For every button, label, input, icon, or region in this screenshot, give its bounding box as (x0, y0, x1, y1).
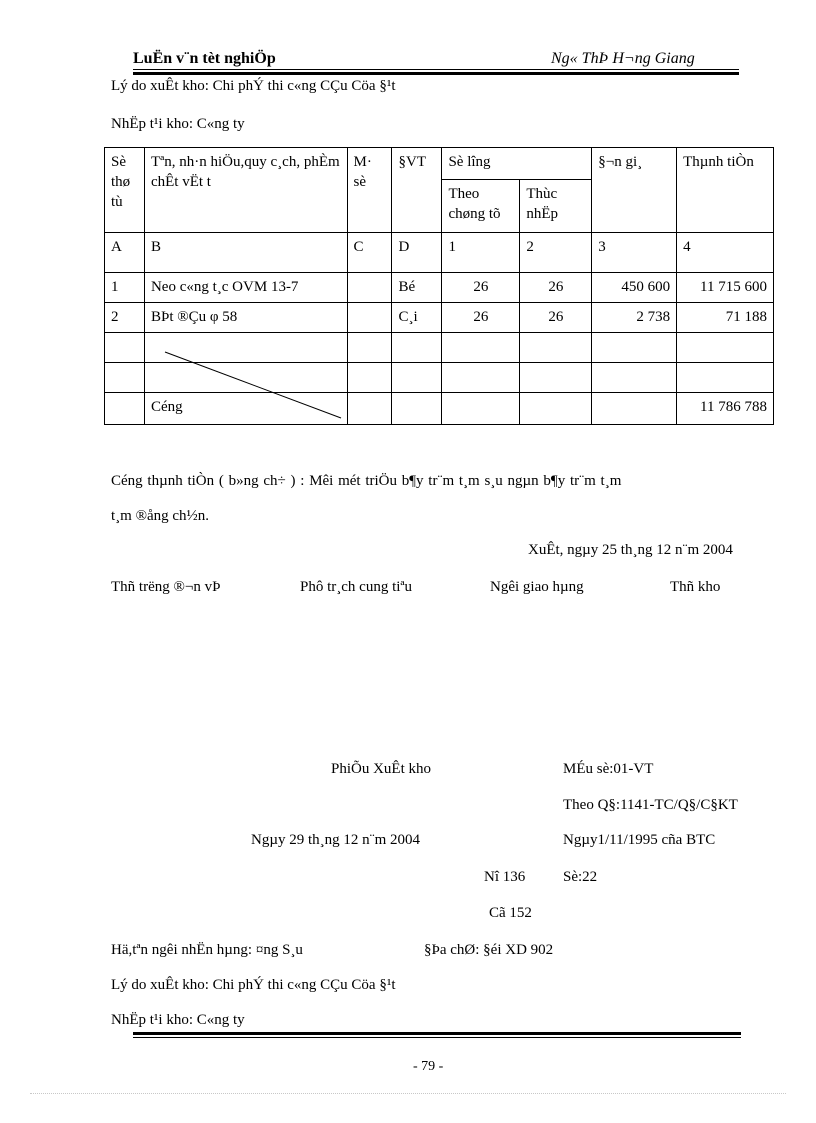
row-price: 450 600 (592, 273, 677, 303)
row-stt: 1 (105, 273, 145, 303)
row-unit: C¸i (392, 303, 442, 333)
row-qty-doc: 26 (442, 303, 520, 333)
signature-supply: Phô tr¸ch cung tiªu (300, 579, 413, 595)
total-in-words-cont: t¸m ®ång ch½n. (111, 508, 210, 524)
row-name: Neo c«ng t¸c OVM 13-7 (144, 273, 347, 303)
code-cell: D (392, 233, 442, 273)
total-in-words: Céng thµnh tiÒn ( b»ng ch÷ ) : Mêi mét triÖu b¶y tr¨m t¸m s¸u ngµn b¶y tr¨m t¸m (111, 473, 622, 489)
voucher-number: Sè:22 (563, 869, 598, 885)
signature-head: Thñ trëng ®¬n vÞ (111, 579, 221, 595)
voucher-title: PhiÕu XuÊt kho (331, 761, 432, 777)
page-edge-divider (30, 1093, 786, 1094)
code-cell: C (347, 233, 392, 273)
signature-deliverer: Ngêi giao hµng (490, 579, 584, 595)
header-amount: Thµnh tiÒn (677, 148, 774, 233)
page-number: - 79 - (413, 1059, 444, 1074)
code-cell: 2 (520, 233, 592, 273)
header-price: §¬n gi¸ (592, 148, 677, 233)
header-name: Tªn, nh·n hiÖu,quy c¸ch, phÈm chÊt vËt t (144, 148, 347, 233)
form-number: MÉu sè:01-VT (563, 761, 654, 777)
address-line: §Þa chØ: §éi XD 902 (424, 942, 554, 958)
receiver-line: Hä,tªn ngêi nhËn hµng: ¤ng S¸u (111, 942, 303, 958)
row-price: 2 738 (592, 303, 677, 333)
row-qty-actual: 26 (520, 273, 592, 303)
header-stt: Sè thø tù (105, 148, 145, 233)
row-qty-doc: 26 (442, 273, 520, 303)
export-date: XuÊt, ngµy 25 th¸ng 12 n¨m 2004 (528, 542, 733, 558)
decree-date: Ngµy1/11/1995 cña BTC (563, 832, 716, 848)
header-qty-actual: Thùc nhËp (520, 179, 592, 232)
voucher-date: Ngµy 29 th¸ng 12 n¨m 2004 (251, 832, 421, 848)
export-reason: Lý do xuÊt kho: Chi phÝ thi c«ng CÇu Cöa §¹t (111, 78, 396, 94)
code-cell: B (144, 233, 347, 273)
footer-rule-thick (133, 1032, 741, 1035)
row-stt: 2 (105, 303, 145, 333)
decree-ref: Theo Q§:1141-TC/Q§/C§KT (563, 797, 738, 813)
code-cell: A (105, 233, 145, 273)
total-label: Céng (144, 393, 347, 425)
author-name: Ng« ThÞ H¬ng Giang (551, 50, 695, 67)
header-unit: §VT (392, 148, 442, 233)
header-code: M· sè (347, 148, 392, 233)
credit-account: Cã 152 (489, 905, 532, 921)
code-cell: 4 (677, 233, 774, 273)
header-qty: Sè lîng (442, 148, 592, 180)
warehouse-line-2: NhËp t¹i kho: C«ng ty (111, 1012, 245, 1028)
warehouse-line: NhËp t¹i kho: C«ng ty (111, 116, 245, 132)
row-amount: 11 715 600 (677, 273, 774, 303)
signature-storekeeper: Thñ kho (670, 579, 721, 595)
header-qty-doc: Theo chøng tõ (442, 179, 520, 232)
footer-rule-thin (133, 1037, 741, 1038)
code-cell: 1 (442, 233, 520, 273)
row-qty-actual: 26 (520, 303, 592, 333)
row-name: BÞt ®Çu φ 58 (144, 303, 347, 333)
row-amount: 71 188 (677, 303, 774, 333)
code-cell: 3 (592, 233, 677, 273)
total-amount: 11 786 788 (677, 393, 774, 425)
thesis-title: LuËn v¨n tèt nghiÖp (133, 50, 276, 67)
row-unit: Bé (392, 273, 442, 303)
debit-account: Nî 136 (484, 869, 526, 885)
export-reason-2: Lý do xuÊt kho: Chi phÝ thi c«ng CÇu Cöa §¹t (111, 977, 396, 993)
